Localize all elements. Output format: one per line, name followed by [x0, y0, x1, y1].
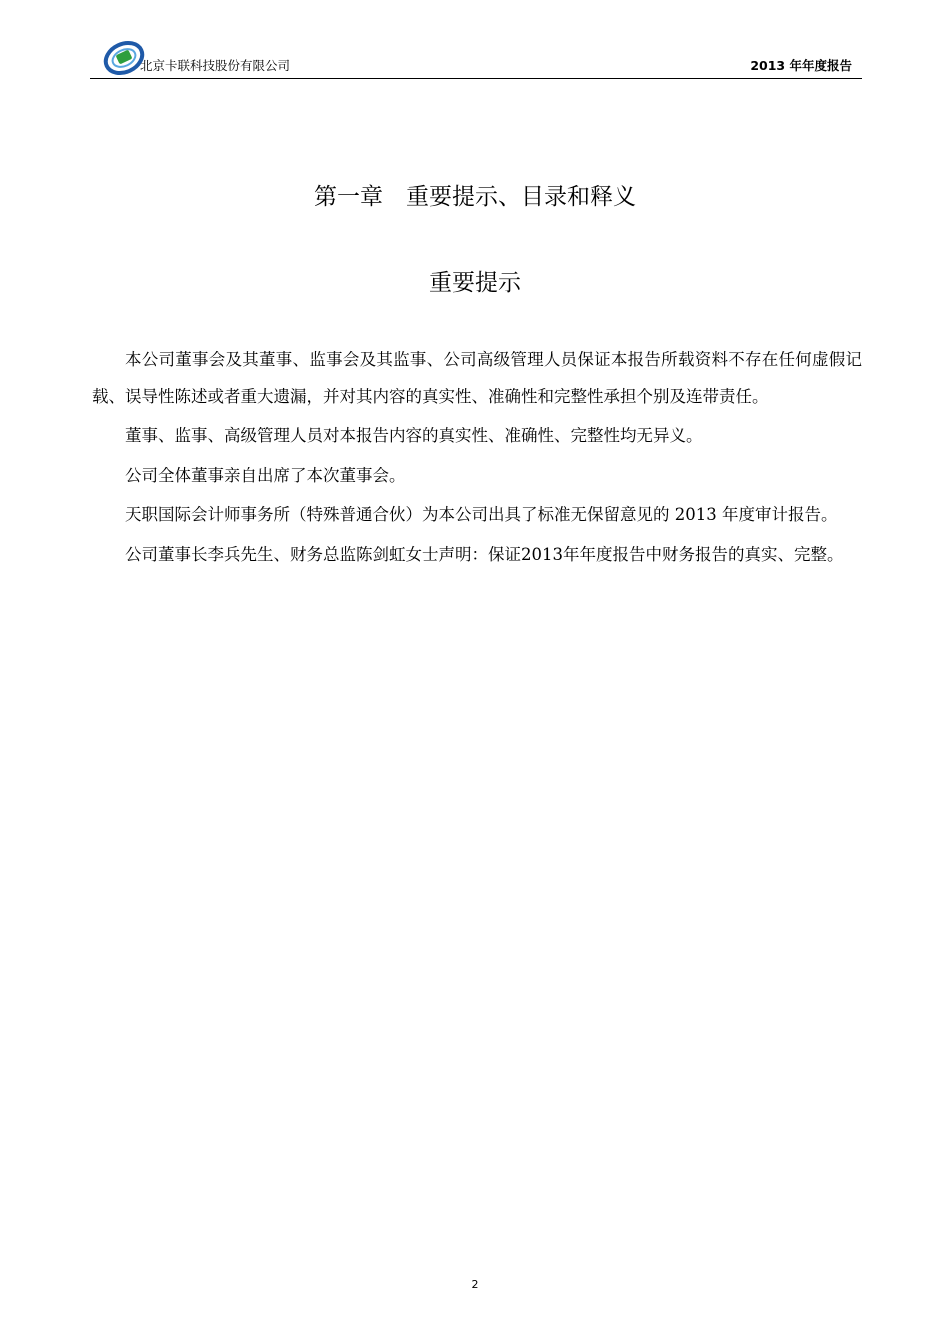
- page-number: 2: [471, 1278, 479, 1291]
- company-name: 北京卡联科技股份有限公司: [140, 58, 291, 73]
- paragraph: 天职国际会计师事务所（特殊普通合伙）为本公司出具了标准无保留意见的 2013 年度审计报告。: [125, 505, 838, 524]
- page-header: [90, 36, 862, 79]
- chapter-title: 第一章 重要提示、目录和释义: [314, 184, 636, 210]
- paragraph: 公司董事长李兵先生、财务总监陈剑虹女士声明：保证2013年年度报告中财务报告的真实、完整。: [125, 544, 844, 564]
- paragraph: 公司全体董事亲自出席了本次董事会。: [125, 465, 406, 485]
- paragraph: 本公司董事会及其董事、监事会及其监事、公司高级管理人员保证本报告所载资料不存在任何虚假记载、误导性陈述或者重大遗漏，并对其内容的真实性、准确性和完整性承担个别及连带责任。: [92, 350, 862, 406]
- notice-body: [92, 342, 862, 576]
- section-title: 重要提示: [429, 270, 521, 296]
- report-label: 2013 年年度报告: [750, 58, 852, 73]
- paragraph: 董事、监事、高级管理人员对本报告内容的真实性、准确性、完整性均无异义。: [125, 426, 703, 445]
